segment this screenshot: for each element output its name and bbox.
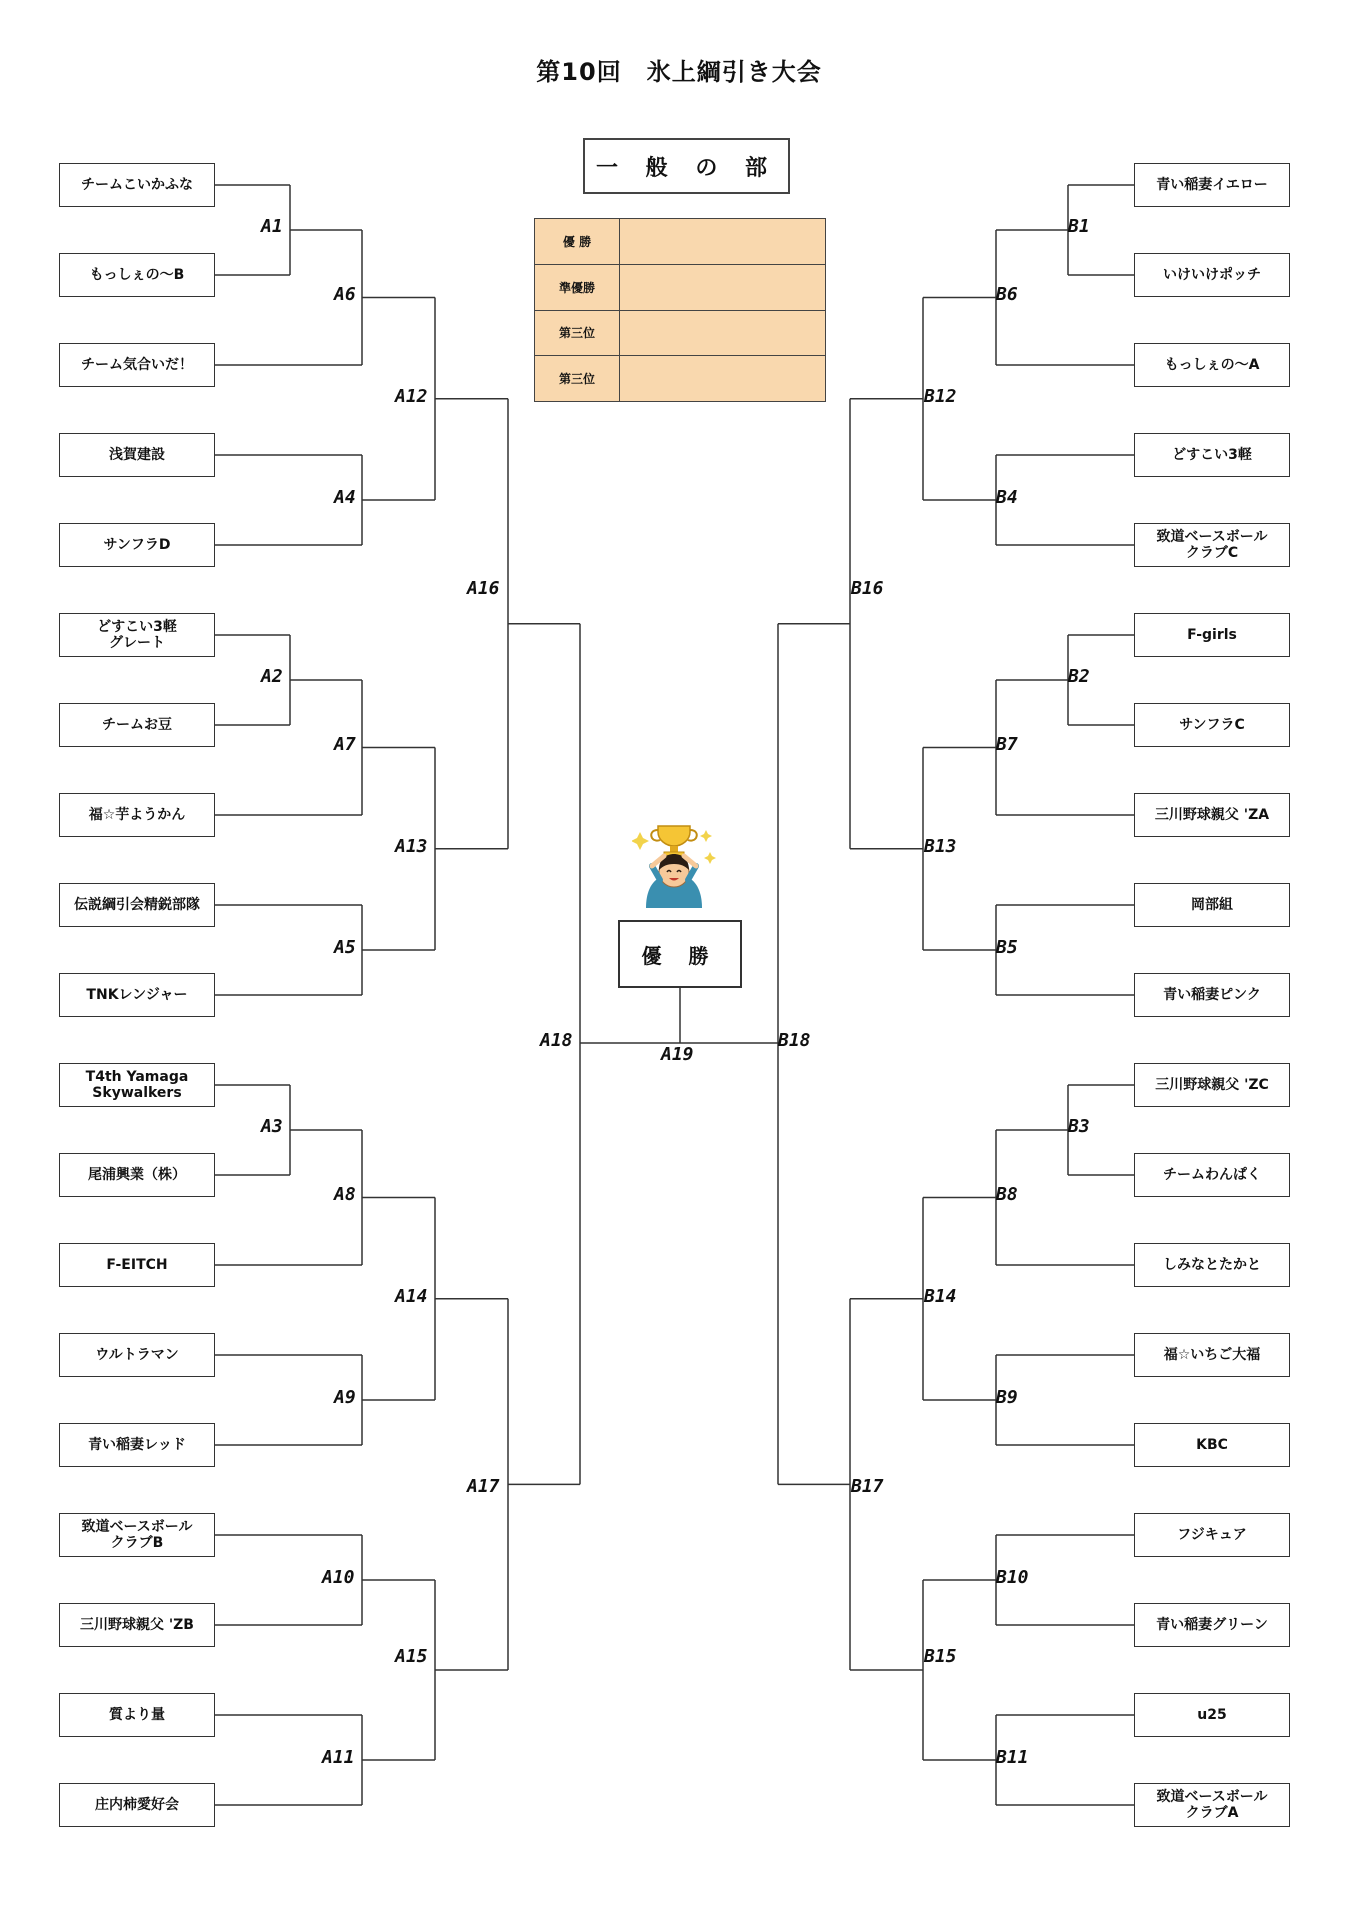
match-label-a11: A11 (322, 1747, 355, 1768)
final-match-label: A19 (661, 1044, 694, 1065)
match-label-a13: A13 (395, 836, 428, 857)
left-team: F-EITCH (59, 1243, 215, 1287)
right-team: どすこい3軽 (1134, 433, 1290, 477)
match-label-a5: A5 (334, 937, 356, 958)
left-team: 青い稲妻レッド (59, 1423, 215, 1467)
match-label-a9: A9 (334, 1387, 356, 1408)
right-team: フジキュア (1134, 1513, 1290, 1557)
match-label-a1: A1 (261, 216, 283, 237)
match-label-b16: B16 (851, 578, 884, 599)
right-team: 三川野球親父 'ZC (1134, 1063, 1290, 1107)
trophy-icon (651, 826, 697, 857)
result-label: 優 勝 (535, 219, 620, 265)
match-label-a7: A7 (334, 734, 356, 755)
match-label-b3: B3 (1068, 1116, 1090, 1137)
left-team: ウルトラマン (59, 1333, 215, 1377)
right-team: F-girls (1134, 613, 1290, 657)
left-team: 致道ベースボール クラブB (59, 1513, 215, 1557)
right-team: チームわんぱく (1134, 1153, 1290, 1197)
left-team: もっしぇの～B (59, 253, 215, 297)
match-label-a17: A17 (467, 1476, 500, 1497)
right-team: 青い稲妻イエロー (1134, 163, 1290, 207)
match-label-b7: B7 (996, 734, 1018, 755)
match-label-b6: B6 (996, 284, 1018, 305)
match-label-b17: B17 (851, 1476, 884, 1497)
left-team: どすこい3軽 グレート (59, 613, 215, 657)
match-label-a18: A18 (540, 1030, 573, 1051)
champion-box: 優 勝 (618, 920, 742, 988)
right-team: u25 (1134, 1693, 1290, 1737)
left-team: 伝説綱引会精鋭部隊 (59, 883, 215, 927)
match-label-a14: A14 (395, 1286, 428, 1307)
result-label: 第三位 (535, 356, 620, 402)
right-team: 福☆いちご大福 (1134, 1333, 1290, 1377)
match-label-b9: B9 (996, 1387, 1018, 1408)
match-label-b1: B1 (1068, 216, 1090, 237)
right-team: しみなとたかと (1134, 1243, 1290, 1287)
match-label-a12: A12 (395, 386, 428, 407)
match-label-a16: A16 (467, 578, 500, 599)
left-team: 福☆芋ようかん (59, 793, 215, 837)
left-team: T4th Yamaga Skywalkers (59, 1063, 215, 1107)
match-label-b18: B18 (778, 1030, 811, 1051)
match-label-b11: B11 (996, 1747, 1029, 1768)
left-team: 三川野球親父 'ZB (59, 1603, 215, 1647)
right-team: もっしぇの～A (1134, 343, 1290, 387)
right-team: KBC (1134, 1423, 1290, 1467)
left-team: サンフラD (59, 523, 215, 567)
left-team: 庄内柿愛好会 (59, 1783, 215, 1827)
match-label-b14: B14 (924, 1286, 957, 1307)
right-team: 致道ベースボール クラブC (1134, 523, 1290, 567)
left-team: チームお豆 (59, 703, 215, 747)
right-team: サンフラC (1134, 703, 1290, 747)
match-label-a3: A3 (261, 1116, 283, 1137)
match-label-b12: B12 (924, 386, 957, 407)
result-label: 第三位 (535, 310, 620, 356)
result-label: 準優勝 (535, 264, 620, 310)
left-team: チーム気合いだ！ (59, 343, 215, 387)
tournament-title: 第10回 氷上綱引き大会 (536, 58, 822, 86)
left-team: TNKレンジャー (59, 973, 215, 1017)
left-team: 浅賀建設 (59, 433, 215, 477)
match-label-a6: A6 (334, 284, 356, 305)
match-label-b2: B2 (1068, 666, 1090, 687)
left-team: 質より量 (59, 1693, 215, 1737)
person-icon (646, 854, 702, 908)
right-team: 三川野球親父 'ZA (1134, 793, 1290, 837)
right-team: 青い稲妻グリーン (1134, 1603, 1290, 1647)
left-team: 尾浦興業（株） (59, 1153, 215, 1197)
match-label-a8: A8 (334, 1184, 356, 1205)
match-label-b4: B4 (996, 487, 1018, 508)
match-label-b5: B5 (996, 937, 1018, 958)
match-label-a15: A15 (395, 1646, 428, 1667)
trophy-illustration (632, 822, 716, 908)
match-label-b13: B13 (924, 836, 957, 857)
left-team: チームこいかふな (59, 163, 215, 207)
match-label-a2: A2 (261, 666, 283, 687)
match-label-a4: A4 (334, 487, 356, 508)
right-team: いけいけポッチ (1134, 253, 1290, 297)
right-team: 致道ベースボール クラブA (1134, 1783, 1290, 1827)
match-label-b10: B10 (996, 1567, 1029, 1588)
division-title: 一 般 の 部 (583, 138, 790, 194)
match-label-b8: B8 (996, 1184, 1018, 1205)
right-team: 青い稲妻ピンク (1134, 973, 1290, 1017)
match-label-a10: A10 (322, 1567, 355, 1588)
right-team: 岡部組 (1134, 883, 1290, 927)
match-label-b15: B15 (924, 1646, 957, 1667)
